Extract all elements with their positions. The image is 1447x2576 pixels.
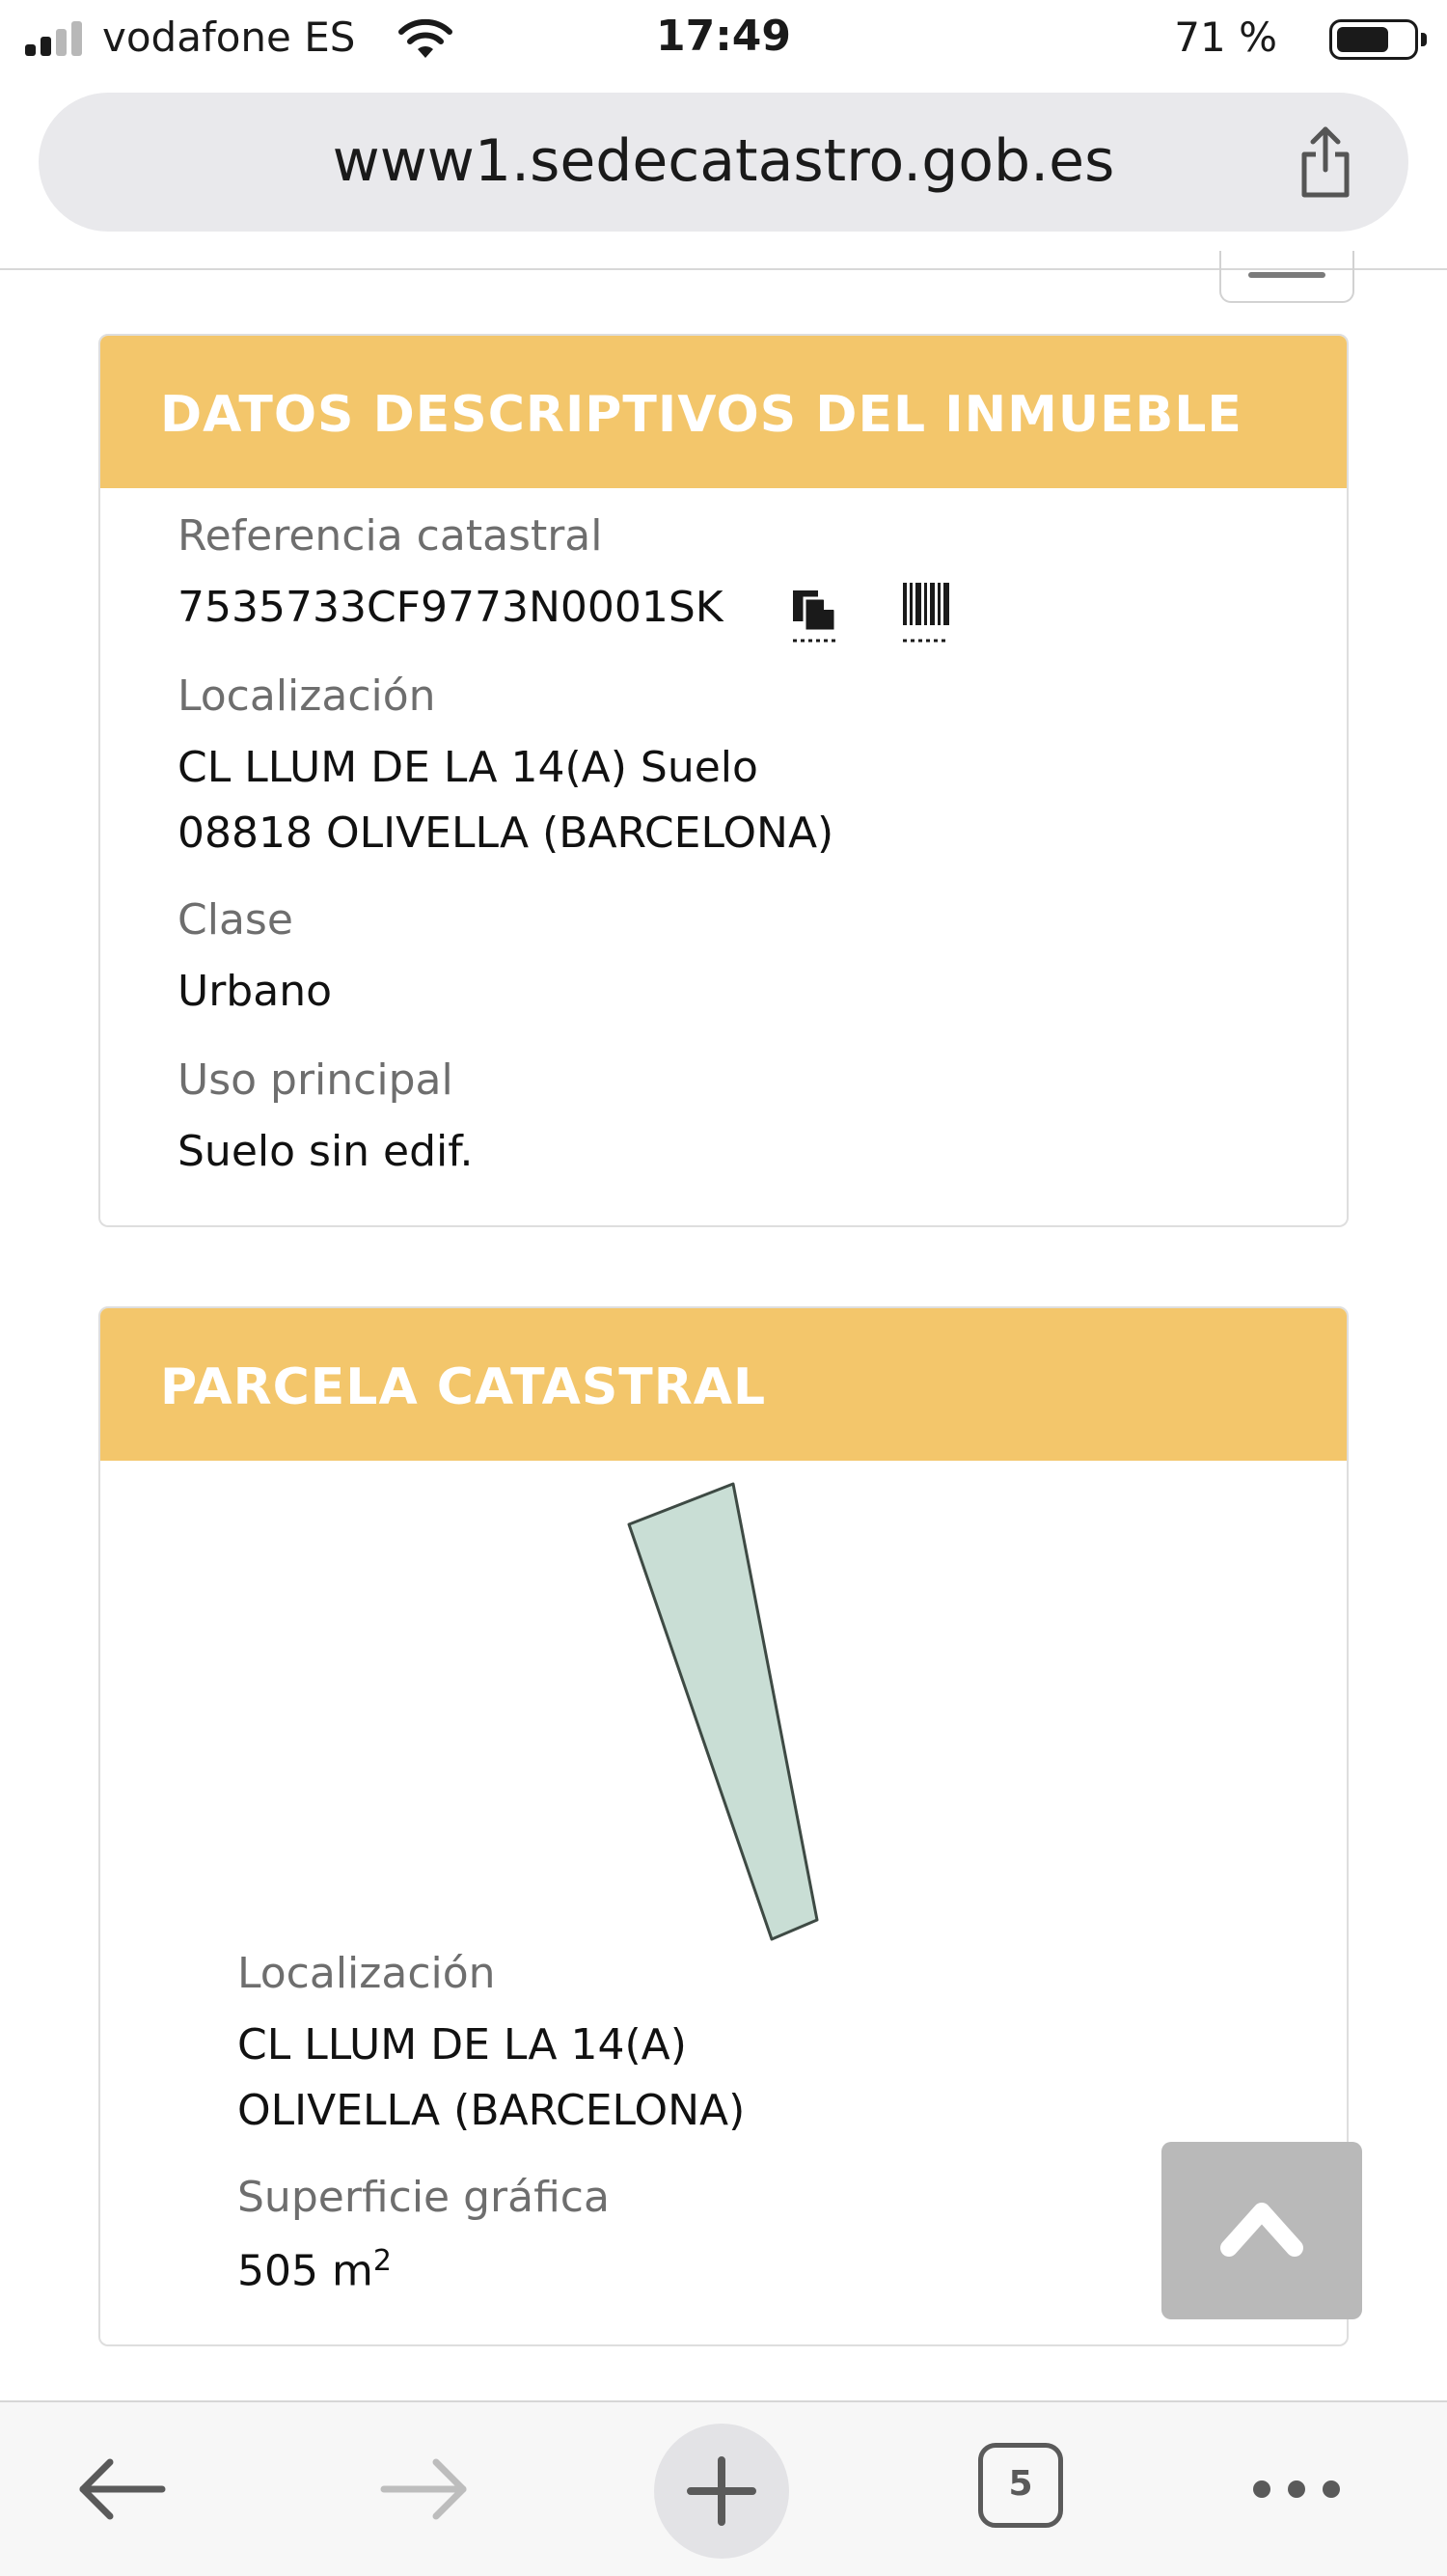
copy-icon[interactable] — [791, 581, 839, 644]
barcode-icon[interactable] — [901, 581, 953, 644]
surface-number: 505 m — [237, 2246, 373, 2296]
more-options-icon[interactable] — [1250, 2476, 1343, 2503]
carrier-name: vodafone ES — [102, 14, 356, 61]
main-use-label: Uso principal — [177, 1055, 453, 1105]
url-text[interactable]: www1.sedecatastro.gob.es — [332, 127, 1115, 195]
cadastral-reference-value: 7535733CF9773N0001SK — [177, 583, 724, 632]
menu-toggle-button[interactable] — [1219, 251, 1354, 303]
share-icon[interactable] — [1297, 125, 1354, 199]
graphic-surface-label: Superficie gráfica — [237, 2173, 610, 2222]
parcel-shape — [629, 1484, 817, 1939]
location-label: Localización — [177, 671, 436, 721]
panel-title: PARCELA CATASTRAL — [160, 1358, 767, 1416]
battery-percent: 71 % — [1174, 14, 1277, 61]
graphic-surface-value — [237, 2244, 392, 2296]
parcel-location-line-2: OLIVELLA (BARCELONA) — [237, 2086, 746, 2135]
tabs-button[interactable]: 5 — [978, 2443, 1063, 2528]
main-use-value: Suelo sin edif. — [177, 1127, 474, 1176]
back-arrow-icon[interactable] — [75, 2454, 168, 2524]
browser-toolbar — [0, 2400, 1447, 2576]
cadastral-reference-label: Referencia catastral — [177, 511, 603, 561]
plus-icon — [685, 2454, 758, 2528]
chevron-up-icon — [1219, 2194, 1304, 2261]
parcel-location-line-1: CL LLUM DE LA 14(A) — [237, 2020, 687, 2069]
new-tab-button[interactable] — [654, 2424, 789, 2559]
clock: 17:49 — [655, 12, 792, 61]
panel-header — [100, 336, 1347, 488]
parcel-location-label: Localización — [237, 1949, 496, 1998]
scroll-to-top-button[interactable] — [1161, 2142, 1362, 2319]
status-bar — [0, 0, 1447, 81]
location-line-2: 08818 OLIVELLA (BARCELONA) — [177, 808, 834, 858]
class-label: Clase — [177, 895, 293, 945]
class-value: Urbano — [177, 967, 332, 1016]
battery-icon — [1329, 19, 1418, 60]
parcel-map[interactable] — [521, 1457, 830, 1959]
panel-header — [100, 1308, 1347, 1461]
surface-exponent: 2 — [372, 2244, 392, 2278]
location-line-1: CL LLUM DE LA 14(A) Suelo — [177, 743, 758, 792]
address-bar[interactable] — [39, 93, 1408, 232]
panel-title: DATOS DESCRIPTIVOS DEL INMUEBLE — [160, 386, 1242, 444]
forward-arrow-icon[interactable] — [378, 2454, 471, 2524]
